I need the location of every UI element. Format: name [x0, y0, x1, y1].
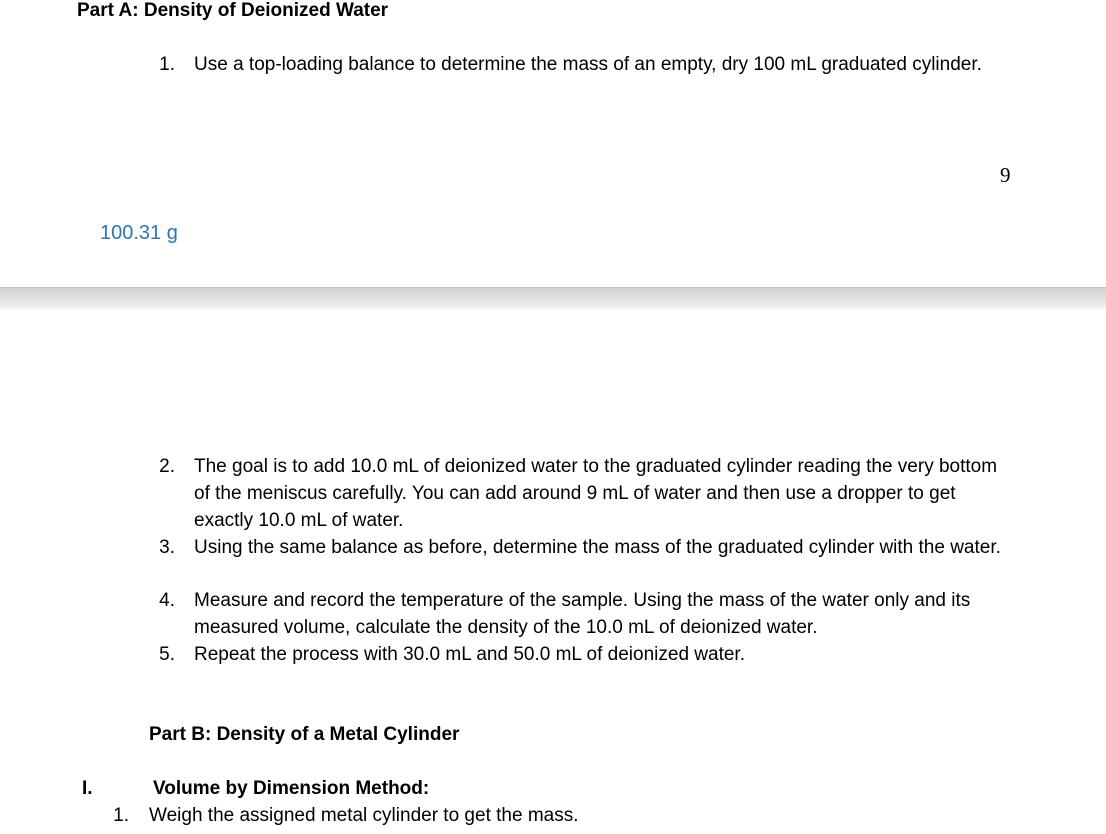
list-item-text: Using the same balance as before, determine the mass of the graduated cylinder with the water. — [194, 537, 1001, 558]
part-b-heading: Part B: Density of a Metal Cylinder — [149, 724, 460, 745]
list-number: 3. — [159, 537, 175, 558]
list-item-text: Use a top-loading balance to determine the mass of an empty, dry 100 mL graduated cylinder. — [194, 54, 982, 75]
list-number: 4. — [159, 590, 175, 611]
list-number: 5. — [159, 644, 175, 665]
answer-text: 100.31 g — [100, 222, 178, 244]
list-number: 1. — [159, 54, 175, 75]
list-number: 1. — [113, 805, 129, 826]
list-item-text: Measure and record the temperature of the sample. Using the mass of the water only and its measured volume, calculate the density of the 10.0 mL of deionized water. — [194, 590, 971, 638]
page-number: 9 — [1000, 163, 1011, 187]
section-numeral: I. — [82, 778, 93, 799]
section-title: Volume by Dimension Method: — [153, 778, 430, 799]
list-item-text: Weigh the assigned metal cylinder to get the mass. — [149, 805, 579, 826]
list-number: 2. — [159, 456, 175, 477]
part-a-heading: Part A: Density of Deionized Water — [77, 0, 389, 21]
page-break-divider — [0, 287, 1106, 310]
list-item-text: Repeat the process with 30.0 mL and 50.0 mL of deionized water. — [194, 644, 745, 665]
list-item-text: The goal is to add 10.0 mL of deionized water to the graduated cylinder reading the very bottom of the meniscus carefully. You can add around 9 mL of water and then use a dropper to get exactly 10.0 mL of water. — [194, 456, 998, 531]
